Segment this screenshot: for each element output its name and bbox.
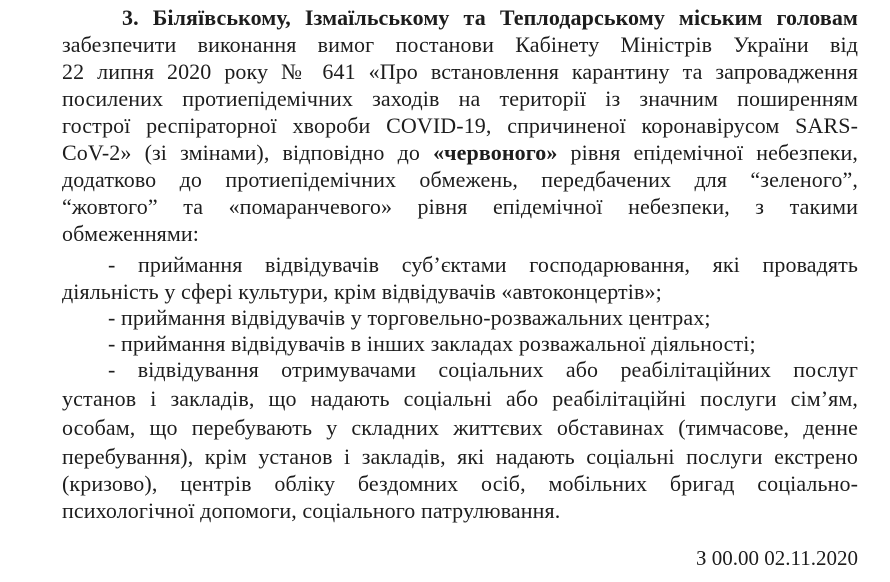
list-item-continuation: особам, що перебувають у складних життєвих обставинах (тимчасове, денне [62, 415, 858, 440]
list-item-continuation: перебування), крім установ і закладів, які надають соціальні послуги екстрено [62, 444, 858, 469]
list-item-continuation: діяльність у сфері культури, крім відвідувачів «автоконцертів»; [62, 279, 662, 304]
paragraph-line: додатково до протиепідемічних обмежень, передбачених для “зеленого”, [62, 167, 858, 192]
list-item-continuation: (кризово), центрів обліку бездомних осіб, мобільних бригад соціально- [62, 471, 858, 496]
paragraph-text: рівня епідемічної небезпеки, [557, 140, 858, 165]
paragraph-line: забезпечити виконання вимог постанови Кабінету Міністрів України від [62, 32, 858, 57]
list-item: - приймання відвідувачів у торговельно-розважальних центрах; [108, 305, 711, 330]
list-item: - відвідування отримувачами соціальних або реабілітаційних послуг [108, 357, 858, 382]
paragraph-line: обмеженнями: [62, 221, 200, 246]
paragraph-line: гострої респіраторної хвороби COVID-19, спричиненої коронавірусом SARS- [62, 113, 858, 138]
paragraph-line: посилених протиепідемічних заходів на території із значним поширенням [62, 86, 858, 111]
section-heading: 3. Біляївському, Ізмаїльському та Теплодарському міським головам [122, 5, 858, 30]
paragraph-line: 22 липня 2020 року № 641 «Про встановлення карантину та запровадження [62, 59, 858, 84]
paragraph-line [62, 141, 858, 165]
paragraph-line: “жовтого” та «помаранчевого» рівня епідемічної небезпеки, з такими [62, 194, 858, 219]
emphasis-text: «червоного» [433, 140, 558, 165]
list-item-continuation: психологічної допомоги, соціального патрулювання. [62, 498, 561, 523]
paragraph-text: CoV-2» (зі змінами), відповідно до [62, 140, 434, 165]
list-item: - приймання відвідувачів в інших закладах розважальної діяльності; [108, 331, 756, 356]
effective-date: З 00.00 02.11.2020 [696, 546, 858, 570]
list-item-continuation: установ і закладів, що надають соціальні або реабілітаційні послуги сім’ям, [62, 386, 858, 411]
list-item: - приймання відвідувачів суб’єктами господарювання, які провадять [108, 252, 858, 277]
